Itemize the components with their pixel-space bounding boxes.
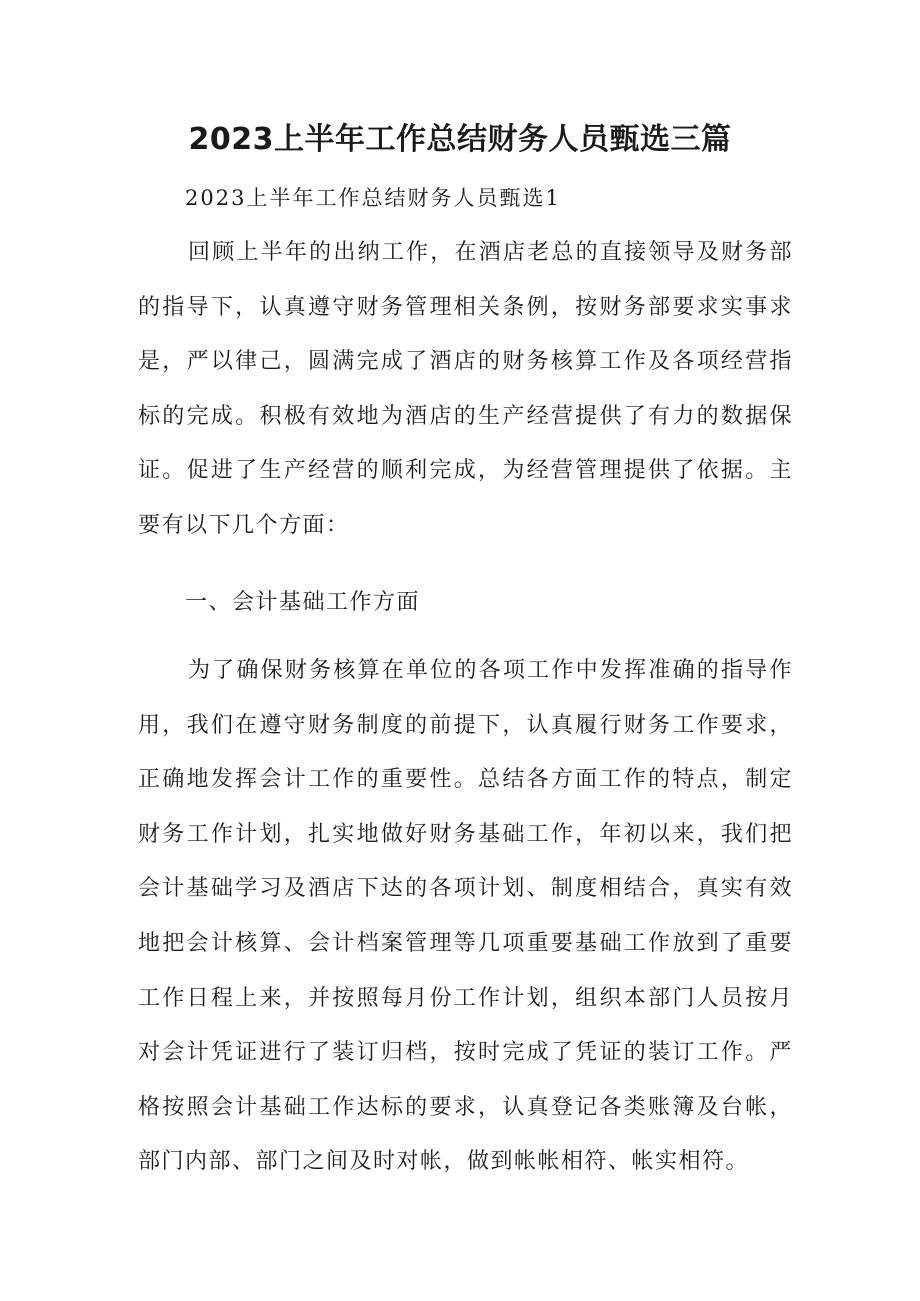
paragraph-accounting-basics: 为了确保财务核算在单位的各项工作中发挥准确的指导作用，我们在遵守财务制度的前提下，认真履行财务工作要求，正确地发挥会计工作的重要性。总结各方面工作的特点，制定财务工作计划，扎实地做好财务基础工作，年初以来，我们把会计基础学习及酒店下达的各项计划、制度相结合，真实有效地把会计核算、会计档案管理等几项重要基础工作放到了重要工作日程上来，并按照每月份工作计划，组织本部门人员按月对会计凭证进行了装订归档，按时完成了凭证的装订工作。严格按照会计基础工作达标的要求，认真登记各类账簿及台帐，部门内部、部门之间及时对帐，做到帐帐相符、帐实相符。 (138, 658, 793, 1175)
paragraph-intro: 回顾上半年的出纳工作，在酒店老总的直接领导及财务部的指导下，认真遵守财务管理相关条例，按财务部要求实事求是，严以律己，圆满完成了酒店的财务核算工作及各项经营指标的完成。积极有效地为酒店的生产经营提供了有力的数据保证。促进了生产经营的顺利完成，为经营管理提供了依据。主要有以下几个方面： (138, 240, 793, 538)
document-title: 2023上半年工作总结财务人员甄选三篇 (188, 122, 732, 157)
document-subtitle: 2023上半年工作总结财务人员甄选1 (185, 186, 561, 210)
section-heading: 一、会计基础工作方面 (185, 590, 421, 615)
